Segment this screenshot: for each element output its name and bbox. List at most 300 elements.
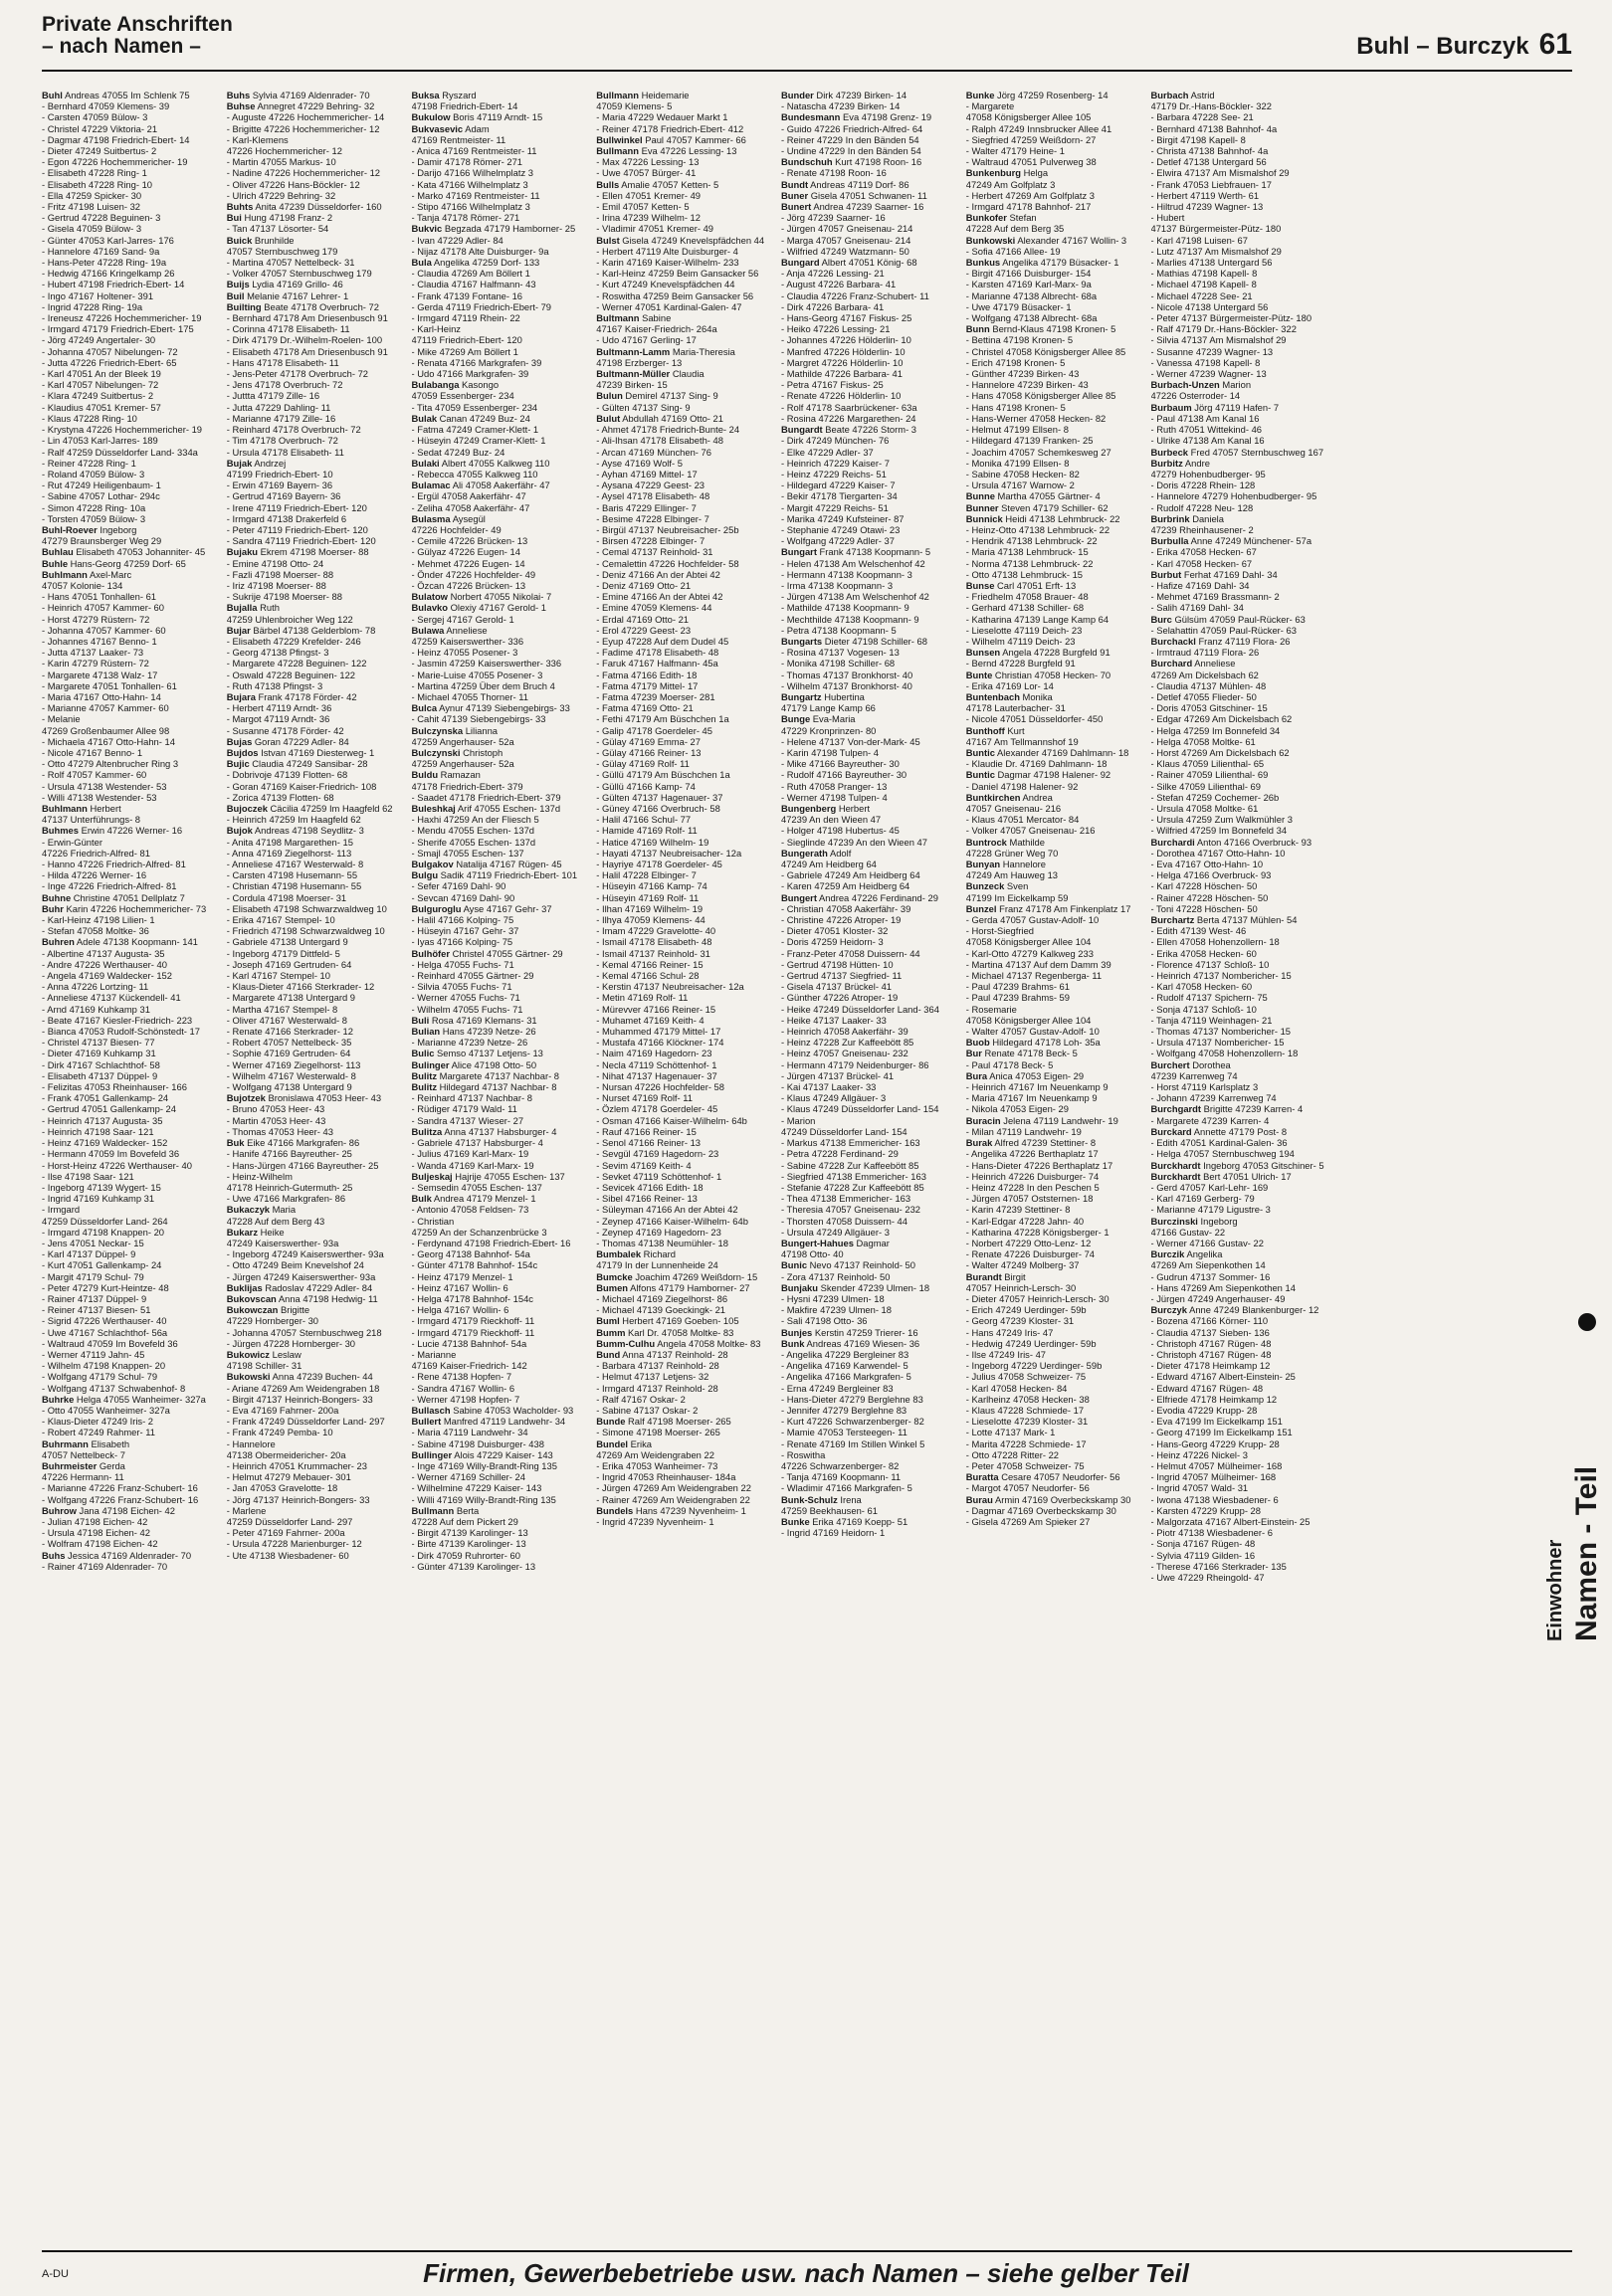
entry-text: Berta [456,1504,480,1516]
directory-entry [966,602,1143,613]
entry-text: Albert 47055 Kalkweg 110 [441,457,550,469]
entry-text: - Kai 47137 Laaker- 33 [781,1081,877,1093]
directory-entry [227,134,404,145]
entry-text: Mathilde [1009,836,1045,848]
directory-entry [596,447,773,458]
entry-text: - Gerda 47119 Friedrich-Ebert- 79 [411,300,552,312]
directory-entry [412,713,589,724]
entry-text: 47249 Am Golfplatz 3 [965,178,1056,190]
entry-text: - Sali 47198 Otto- 36 [781,1315,868,1327]
directory-entry [966,390,1143,401]
entry-text: Andreas 47055 Im Schlenk 75 [64,90,190,100]
entry-text: - Martina 47137 Auf dem Damm 39 [965,958,1111,970]
entry-text: - Angelika 47229 Bergleiner 83 [781,1348,909,1360]
entry-text: - Peter 47119 Friedrich-Ebert- 120 [226,523,368,535]
entry-text: 47199 Im Eickelkamp 59 [965,891,1069,903]
entry-text: - Güllü 47166 Kamp- 74 [596,780,696,792]
directory-entry [781,959,958,970]
entry-text: - Paul 47178 Beck- 5 [965,1058,1054,1070]
entry-text: 47249 Düsseldorfer Land- 154 [781,1125,907,1137]
directory-entry [412,1248,589,1259]
entry-text: - Wilfried 47249 Watzmann- 50 [781,245,909,257]
entry-text: - Sedat 47249 Buz- 24 [411,446,505,458]
entry-text: - Oliver 47167 Westerwald- 8 [226,1014,347,1026]
directory-entry [42,680,219,691]
entry-text: - Hüseyin 47166 Kamp- 74 [596,880,707,892]
entry-text: 47057 Sternbuschweg 179 [226,245,338,257]
entry-text: - Ingrid 47057 Mülheimer- 168 [1150,1471,1277,1483]
directory-entry [42,1494,219,1505]
directory-entry [412,167,589,178]
directory-entry [596,312,773,323]
entry-text: Jörg 47119 Hafen- 7 [1194,401,1280,413]
entry-text: - Margarete 47228 Beguinen- 122 [226,658,367,670]
directory-entry [781,1505,958,1516]
surname: Bulgu [411,869,439,881]
entry-text: - Hafize 47169 Dahl- 34 [1150,579,1250,591]
entry-text: - Herbert 47119 Arndt- 36 [226,702,332,714]
directory-entry [42,747,219,758]
directory-entry [1151,1327,1328,1338]
entry-text: - Maria 47167 Im Neuenkamp 9 [965,1092,1098,1104]
directory-entry [596,1259,773,1270]
entry-text: Ingeborg 47053 Gitschiner- 5 [1203,1159,1324,1171]
directory-entry [412,625,589,636]
directory-entry [1151,1383,1328,1394]
entry-text: Olexiy 47167 Gerold- 1 [450,602,546,614]
entry-text: - Willi 47169 Willy-Brandt-Ring 135 [411,1493,556,1505]
entry-text: - Frank 47139 Fontane- 16 [411,289,523,301]
surname: Bulian [411,1026,441,1038]
entry-text: 47228 Auf dem Berg 43 [226,1215,325,1227]
directory-entry [227,435,404,446]
entry-text: - Heinrich 47167 Im Neuenkamp 9 [965,1081,1108,1093]
entry-text: Ralf 47198 Moerser- 265 [628,1416,731,1428]
surname: Buratta [965,1471,999,1483]
directory-entry [781,1081,958,1092]
directory-entry [412,368,589,379]
entry-text: - Ursula 47137 Nombericher- 15 [1150,1037,1285,1049]
entry-text: - Hüseyin 47167 Gehr- 37 [411,925,519,937]
directory-entry [596,670,773,680]
entry-text: Sadik 47119 Friedrich-Ebert- 101 [440,869,578,881]
entry-text: Alfred 47239 Stettiner- 8 [994,1137,1097,1149]
surname: Buk [226,1137,245,1149]
directory-entry [227,257,404,268]
directory-entry [781,435,958,446]
surname: Bulitz [411,1081,438,1093]
entry-text: - Margit 47229 Reichs- 51 [781,501,889,513]
entry-text: - Arcan 47169 München- 76 [596,446,711,458]
entry-text: - Erika 47169 Lor- 14 [965,679,1054,691]
surname: Burchackl [1150,635,1196,647]
surname: Burau [965,1493,993,1505]
directory-entry [966,1438,1143,1449]
directory-entry [227,145,404,156]
entry-text: - Stefan 47058 Moltke- 36 [42,925,149,937]
directory-entry [596,970,773,981]
entry-text: - Stefanie 47228 Zur Kaffeebött 85 [781,1181,924,1193]
entry-text: - Helga 47058 Moltke- 61 [1150,735,1256,747]
directory-entry [42,469,219,479]
directory-entry [781,814,958,825]
directory-entry [227,1204,404,1215]
entry-text: - Deniz 47169 Otto- 21 [596,579,692,591]
entry-text: 47226 Friedrich-Alfred- 81 [42,847,150,859]
directory-entry [1151,246,1328,257]
directory-columns [42,90,1512,2238]
directory-entry [1151,1137,1328,1148]
directory-entry [42,312,219,323]
entry-text: Franz 47119 Flora- 26 [1198,635,1291,647]
entry-text: Annegret 47229 Behring- 32 [257,100,375,112]
surname: Burchert [1150,1058,1190,1070]
surname: Bullmann [596,145,639,157]
directory-entry [412,1438,589,1449]
entry-text: 47167 Kaiser-Friedrich- 264a [596,323,717,335]
directory-entry [1151,959,1328,970]
directory-entry [966,792,1143,803]
surname: Bulls [596,178,620,190]
entry-text: - Jürgen 47228 Hornberger- 30 [226,1337,355,1349]
directory-entry [227,1048,404,1058]
entry-text: 47249 Kaiserswerther- 93a [226,1237,339,1248]
directory-entry [412,725,589,736]
directory-entry [1151,1081,1328,1092]
directory-entry [42,212,219,223]
directory-entry [227,670,404,680]
directory-entry [966,903,1143,914]
entry-text: - Robert 47057 Nettelbeck- 35 [226,1037,352,1049]
entry-text: - Sevim 47169 Keith- 4 [596,1159,692,1171]
entry-text: - Margret 47226 Hölderlin- 10 [781,356,904,368]
directory-entry [227,925,404,936]
directory-entry [596,235,773,246]
directory-entry [966,1193,1143,1204]
entry-text: - Georg 47239 Kloster- 31 [965,1315,1075,1327]
directory-entry [412,1048,589,1058]
entry-text: Adele 47138 Koopmann- 141 [76,936,198,948]
directory-entry [596,1193,773,1204]
entry-text: - Thomas 47053 Heer- 43 [226,1125,333,1137]
entry-text: - Hannelore [226,1437,276,1449]
section-title-line1: Private Anschriften [42,13,233,36]
directory-entry [966,880,1143,891]
entry-text: Alexander 47167 Wollin- 3 [1017,234,1127,246]
directory-entry [781,825,958,836]
entry-text: Eva 47226 Lessing- 13 [641,145,737,157]
surname: Bulitz [411,1069,438,1081]
directory-entry [412,1371,589,1382]
surname: Bujok [226,825,253,837]
entry-text: Sabine [642,312,672,324]
entry-text: - Joseph 47169 Gertruden- 64 [226,958,352,970]
directory-entry [227,524,404,535]
directory-entry [227,992,404,1003]
directory-entry [42,379,219,390]
entry-text: - Jürgen 47057 Gneisenau- 214 [781,223,913,235]
directory-entry [412,747,589,758]
entry-text: Christine 47051 Dellplatz 7 [73,891,185,903]
directory-entry [596,558,773,569]
entry-text: - Marko 47169 Rentmeister- 11 [411,189,540,201]
directory-entry [1151,636,1328,647]
directory-entry [42,546,219,557]
entry-text: - Gisela 47269 Am Spieker 27 [965,1516,1091,1527]
entry-text: - Emine 47059 Klemens- 44 [596,602,712,614]
entry-text: 47239 Karrenweg 74 [1150,1069,1238,1081]
directory-entry [781,1015,958,1026]
directory-entry [781,636,958,647]
directory-entry [227,458,404,469]
entry-text: - Elisabeth 47228 Ring- 10 [42,178,153,190]
directory-entry [412,680,589,691]
directory-entry [1151,535,1328,546]
directory-entry [412,992,589,1003]
directory-entry [966,936,1143,947]
entry-text: - Sofia 47166 Allee- 19 [965,245,1061,257]
entry-text: - Christian 47198 Husemann- 55 [226,880,362,892]
entry-text: - Gülyaz 47226 Eugen- 14 [411,546,520,558]
entry-text: - Sevket 47119 Schöttenhof- 1 [596,1170,722,1182]
entry-text: - Mendu 47055 Eschen- 137d [411,825,535,837]
directory-entry [1151,1427,1328,1437]
entry-text: Andrea 47179 Menzel- 1 [433,1193,536,1205]
directory-entry [227,1460,404,1471]
entry-text: - Klaus 47059 Lilienthal- 65 [1150,758,1265,770]
directory-entry [781,747,958,758]
entry-text: Anna 47137 Reinhold- 28 [622,1348,728,1360]
entry-text: - Ruth 47058 Pranger- 13 [781,780,888,792]
entry-text: Hans 47239 Nyvenheim- 1 [635,1504,746,1516]
directory-entry [966,301,1143,312]
directory-entry [966,469,1143,479]
entry-text: - Mike 47269 Am Böllert 1 [411,345,518,357]
entry-text: - Frank 47249 Pemba- 10 [226,1427,333,1438]
entry-text: - Claudia 47167 Halfmann- 43 [411,279,536,290]
directory-entry [966,1338,1143,1349]
directory-entry [781,535,958,546]
surname: Bunte [965,669,993,680]
entry-text: Herbert [90,803,121,814]
directory-entry [42,1103,219,1114]
surname: Bulk [411,1193,432,1205]
entry-text: - Karin 47169 Kaiser-Wilhelm- 233 [596,257,739,269]
directory-entry [42,100,219,111]
directory-entry [1151,458,1328,469]
directory-entry [1151,1282,1328,1293]
entry-text: - Monika 47199 Ellsen- 8 [965,457,1070,469]
directory-entry [596,402,773,413]
directory-entry [1151,1527,1328,1538]
directory-entry [596,925,773,936]
directory-entry [1151,1338,1328,1349]
entry-text: - Ulrike 47138 Am Kanal 16 [1150,435,1265,447]
directory-entry [227,1216,404,1227]
entry-text: Franz 47178 Am Finkenplatz 17 [999,902,1131,914]
entry-text: - Reinhard 47178 Overbruch- 72 [226,424,361,436]
entry-text: - Thomas 47137 Nombericher- 15 [1150,1026,1292,1038]
entry-text: Aysegül [452,512,486,524]
entry-text: Karl Dr. 47058 Moltke- 83 [628,1326,734,1338]
directory-entry [227,212,404,223]
entry-text: - Maria 47138 Lehmbruck- 15 [965,546,1089,558]
directory-column [596,90,773,2238]
entry-text: - Hans-Dieter 47226 Berthaplatz 17 [965,1159,1113,1171]
entry-text: - Maria 47229 Wedauer Markt 1 [596,111,728,123]
directory-entry [596,346,773,357]
entry-text: Anneliese [446,624,488,636]
entry-text: - Fazli 47198 Moerser- 88 [226,568,334,580]
directory-entry [1151,680,1328,691]
surname: Bunzeck [965,880,1005,892]
entry-text: - Gertrud 47169 Bayern- 36 [226,490,341,502]
entry-text: - Hans-Werner 47058 Hecken- 82 [965,412,1107,424]
entry-text: - Bernhard 47059 Klemens- 39 [42,100,170,112]
directory-entry [412,959,589,970]
directory-entry [1151,1449,1328,1460]
directory-entry [596,792,773,803]
surname: Burchartz [1150,914,1195,926]
entry-text: - Volker 47057 Gneisenau- 216 [965,825,1096,837]
directory-entry [596,1081,773,1092]
entry-text: - Horst-Siegfried [965,925,1034,937]
directory-entry [781,1516,958,1527]
entry-text: - Friedrich 47198 Schwarzwaldweg 10 [226,925,385,937]
directory-entry [1151,1204,1328,1215]
directory-entry [227,490,404,501]
directory-entry [966,803,1143,814]
entry-text: - Ingeborg 47179 Dittfeld- 5 [226,947,340,959]
entry-text: - Peter 47137 Bürgermeister-Pütz- 180 [1150,312,1312,324]
entry-text: - Rene 47138 Hopfen- 7 [411,1371,512,1383]
entry-text: - Hubert [1150,212,1185,224]
directory-entry [42,435,219,446]
directory-entry [966,1282,1143,1293]
entry-text: Andrea [1022,791,1053,803]
directory-entry [1151,725,1328,736]
entry-text: - Nikola 47053 Eigen- 29 [965,1103,1069,1115]
directory-entry [966,490,1143,501]
directory-entry [781,736,958,747]
entry-text: Semso 47137 Letjens- 13 [437,1048,543,1059]
surname: Bulabanga [411,379,460,391]
entry-text: - Marianne 47239 Netze- 26 [411,1037,528,1049]
directory-entry [966,1516,1143,1527]
entry-text: - Werner 47051 Kardinal-Galen- 47 [596,300,742,312]
entry-text: - Jennifer 47279 Berglehne 83 [781,1404,907,1416]
directory-entry [1151,1092,1328,1103]
directory-entry [412,301,589,312]
directory-entry [42,1081,219,1092]
directory-entry [227,1427,404,1437]
entry-text: - Thomas 47138 Neumühler- 18 [596,1237,728,1248]
directory-entry [227,111,404,122]
surname: Buhmes [42,825,79,837]
entry-text: Christel 47055 Gärtner- 29 [452,947,563,959]
directory-entry [781,257,958,268]
surname: Burbach-Unzen [1150,379,1220,391]
directory-entry [412,279,589,289]
entry-text: Canan 47249 Buz- 24 [439,412,530,424]
entry-text: - Iyas 47166 Kolping- 75 [411,936,513,948]
header-rule [42,70,1572,72]
directory-entry [1151,1238,1328,1248]
entry-text: - Helga 47167 Wollin- 6 [411,1304,509,1316]
directory-entry [596,1416,773,1427]
directory-entry [1151,235,1328,246]
directory-entry [596,1182,773,1193]
entry-text: 47269 Am Dickelsbach 62 [1150,669,1259,680]
directory-entry [412,1015,589,1026]
entry-text: - Hamide 47169 Rolf- 11 [596,825,698,837]
surname: Buhl [42,90,63,100]
entry-text: - Zeliha 47058 Aakerfähr- 47 [411,501,530,513]
directory-entry [781,647,958,658]
directory-entry [42,859,219,869]
directory-entry [42,981,219,992]
surname: Burczyk [1150,1304,1187,1316]
directory-entry [966,892,1143,903]
entry-text: - Margit 47179 Schul- 79 [42,1270,144,1282]
surname: Bungenberg [781,803,837,814]
directory-entry [596,914,773,925]
directory-entry [1151,647,1328,658]
directory-entry [1151,747,1328,758]
directory-entry [781,670,958,680]
directory-entry [596,223,773,234]
surname: Bundels [596,1504,634,1516]
entry-text: - Hermann 47138 Koopmann- 3 [781,568,912,580]
entry-text: Gülsüm 47059 Paul-Rücker- 63 [1174,613,1306,625]
entry-text: - Rüdiger 47179 Wald- 11 [411,1103,517,1115]
directory-entry [227,1550,404,1561]
directory-entry [596,246,773,257]
directory-entry [966,535,1143,546]
directory-entry [966,914,1143,925]
directory-entry [966,257,1143,268]
entry-text: - Christine 47226 Atroper- 19 [781,914,902,926]
entry-text: - Wilhelm 47055 Fuchs- 71 [411,1003,523,1015]
directory-entry [596,1160,773,1171]
entry-text: - Karl 47137 Düppel- 9 [42,1248,136,1260]
directory-entry [781,569,958,580]
entry-text: - Halil 47166 Schul- 77 [596,814,692,826]
entry-text: - Nicole 47167 Benno- 1 [42,746,143,758]
directory-entry [42,246,219,257]
directory-entry [412,1081,589,1092]
surname: Burbrink [1150,512,1190,524]
entry-text: - Wilfried 47259 Im Bonnefeld 34 [1150,825,1288,837]
surname: Buhrke [42,1393,75,1405]
directory-column [781,90,958,2238]
directory-entry [412,1327,589,1338]
directory-entry [1151,1160,1328,1171]
entry-text: - Tanja 47119 Weinhagen- 21 [1150,1014,1273,1026]
surname: Bulgakov [411,859,454,870]
entry-text: - Piotr 47138 Wiesbadener- 6 [1150,1527,1273,1539]
directory-entry [42,368,219,379]
directory-entry [781,346,958,357]
surname: Bula [411,257,432,269]
entry-text: - Christa 47138 Bahnhof- 4a [1150,145,1269,157]
directory-entry [412,914,589,925]
entry-text: - Rudolf 47228 Neu- 128 [1150,501,1254,513]
entry-text: - Mürevver 47166 Reiner- 15 [596,1003,716,1015]
entry-text: - Claudia 47226 Franz-Schubert- 11 [781,289,929,301]
directory-entry [227,948,404,959]
directory-entry [781,1427,958,1437]
